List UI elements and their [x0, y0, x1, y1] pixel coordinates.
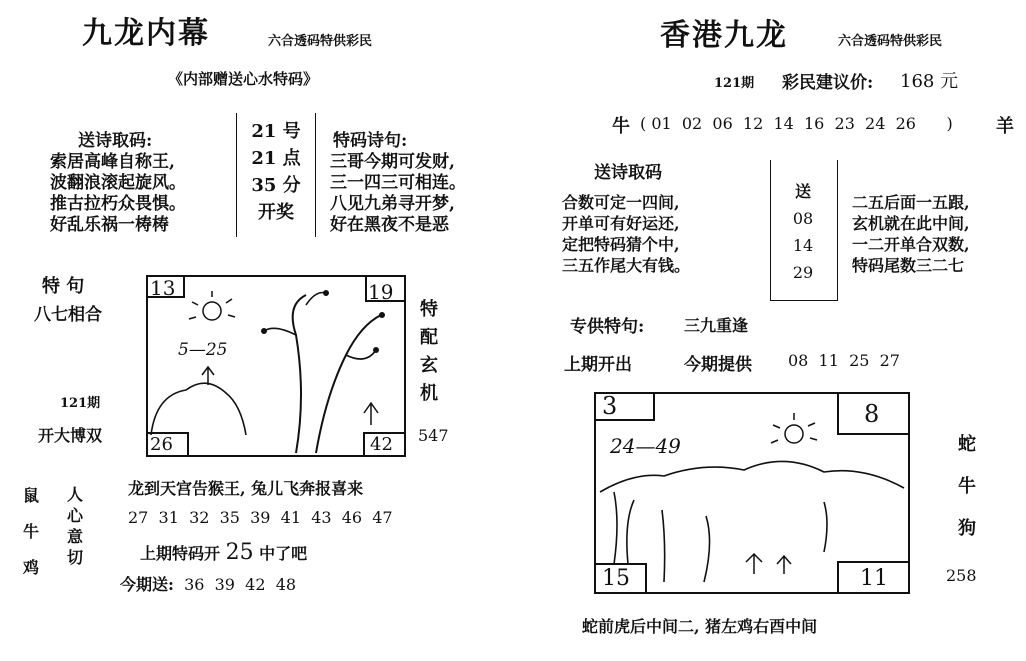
sketch-number-top-right: 8 — [864, 400, 880, 428]
special-poem — [330, 152, 466, 236]
last-prefix: 上期特码开 — [140, 544, 221, 563]
right-today-numbers: 08 11 25 27 — [788, 351, 900, 370]
right-special-label: 专供特句: — [570, 317, 645, 337]
poem-line: 定把特码猜个中, — [562, 235, 680, 254]
right-special-text: 三九重逢 — [684, 316, 749, 335]
poem-line: 波翻浪滚起旋风。 — [50, 173, 186, 193]
last-number: 25 — [225, 540, 254, 565]
zodiac: 鼠 — [22, 486, 39, 505]
sketch-number-top-left: 13 — [150, 276, 176, 300]
draw-info — [236, 118, 316, 226]
ox-numbers: ( 01 02 06 12 14 16 23 24 26 ) — [640, 114, 953, 133]
poem-line: 合数可定一四间, — [562, 193, 680, 212]
sketch-number-bottom-right: 11 — [860, 566, 888, 591]
send-box-content — [770, 178, 836, 286]
poem-line: 特码尾数三二七 — [852, 256, 965, 275]
draw-info-line: 21 号 — [251, 121, 301, 142]
left-title: 九龙内幕 — [82, 16, 210, 51]
send-box-item: 送 — [794, 182, 811, 201]
zodiac: 蛇 — [958, 434, 976, 455]
right-poem-2 — [852, 192, 970, 276]
draw-info-line: 35 分 — [251, 175, 301, 196]
today-label: 今期送: — [120, 575, 174, 594]
sketch-number-top-left: 3 — [602, 392, 618, 420]
side-number: 547 — [418, 426, 449, 445]
send-box-item: 29 — [792, 263, 814, 282]
zodiac-list — [20, 478, 42, 586]
send-box-item: 08 — [792, 209, 814, 228]
sketch-handwritten-range: 24—49 — [610, 434, 681, 458]
poem-line: 一二开单合双数, — [852, 235, 970, 254]
side-label-char: 配 — [420, 327, 438, 348]
poem-line: 索居高峰自称王, — [50, 152, 175, 172]
right-issue: 121期 — [714, 76, 755, 91]
left-sketch — [146, 275, 406, 457]
left-issue: 121期 — [60, 396, 101, 411]
poem-line: 开单可有好运还, — [562, 214, 680, 233]
left-tagline: 《内部赠送心水特码》 — [168, 70, 319, 88]
numbers-line: 27 31 32 35 39 41 43 46 47 — [128, 508, 393, 527]
right-poem — [562, 192, 690, 276]
right-bottom-line: 蛇前虎后中间二, 猪左鸡右酉中间 — [582, 617, 818, 636]
left-poem — [50, 152, 186, 236]
zodiac: 牛 — [958, 476, 976, 497]
right-subtitle: 六合透码特供彩民 — [838, 34, 943, 49]
draw-info-line: 开奖 — [258, 202, 294, 223]
special-poem-label: 特码诗句: — [333, 131, 408, 151]
draw-info-line: 21 点 — [251, 148, 301, 169]
sketch-number-top-right: 19 — [368, 280, 394, 304]
special-phrase: 八七相合 — [34, 305, 102, 325]
last-suffix: 中了吧 — [259, 544, 308, 563]
poem-line: 二五后面一五跟, — [852, 193, 970, 212]
today-line — [120, 572, 296, 595]
right-title: 香港九龙 — [660, 18, 788, 53]
right-last-label: 上期开出 — [564, 355, 632, 375]
poem-line: 三一四三可相连。 — [330, 173, 466, 193]
today-numbers: 36 39 42 48 — [184, 575, 297, 594]
right-side-zodiacs — [955, 424, 979, 550]
draw-note: 开大博双 — [38, 426, 103, 445]
poem-line: 推古拉朽众畏惧。 — [50, 194, 186, 214]
heart-char: 意 — [66, 527, 83, 546]
last-draw-line — [140, 540, 307, 565]
sketch-number-bottom-right: 42 — [370, 434, 393, 455]
side-label-char: 特 — [420, 299, 438, 320]
right-poem-label: 送诗取码 — [594, 163, 662, 183]
poem-line: 玄机就在此中间, — [852, 214, 970, 233]
sheep-label: 羊 — [996, 116, 1014, 137]
price: 168 元 — [900, 71, 959, 92]
poem-line: 三五作尾大有钱。 — [562, 256, 691, 275]
sketch-number-bottom-left: 15 — [602, 566, 630, 591]
heart-char: 切 — [66, 548, 83, 567]
right-sketch — [594, 392, 910, 594]
zodiac: 鸡 — [22, 558, 39, 577]
heart-char: 心 — [66, 506, 83, 525]
right-side-number: 258 — [946, 566, 977, 585]
left-poem-label: 送诗取码: — [78, 131, 153, 151]
poem-line: 好乱乐祸一梼梼 — [50, 215, 169, 235]
price-label: 彩民建议价: — [782, 73, 874, 93]
side-label-char: 机 — [420, 383, 438, 404]
send-box-item: 14 — [792, 236, 814, 255]
poem-line: 好在黑夜不是恶 — [330, 215, 449, 235]
heart-char: 人 — [66, 485, 83, 504]
left-subtitle: 六合透码特供彩民 — [268, 34, 373, 49]
sketch-number-bottom-left: 26 — [150, 434, 173, 455]
poem-line: 八见九弟寻开梦, — [330, 194, 455, 214]
special-phrase-label: 特 句 — [42, 276, 85, 297]
right-today-label: 今期提供 — [684, 355, 752, 375]
side-label-char: 玄 — [420, 355, 438, 376]
dragon-line: 龙到天宫告猴王, 兔儿飞奔报喜来 — [128, 479, 364, 498]
heart-words — [64, 484, 86, 568]
zodiac: 牛 — [22, 522, 39, 541]
ox-label: 牛 — [612, 116, 630, 137]
poem-line: 三哥今期可发财, — [330, 152, 455, 172]
sketch-handwritten-range: 5—25 — [178, 340, 228, 360]
zodiac: 狗 — [958, 518, 976, 539]
side-label — [418, 296, 440, 408]
